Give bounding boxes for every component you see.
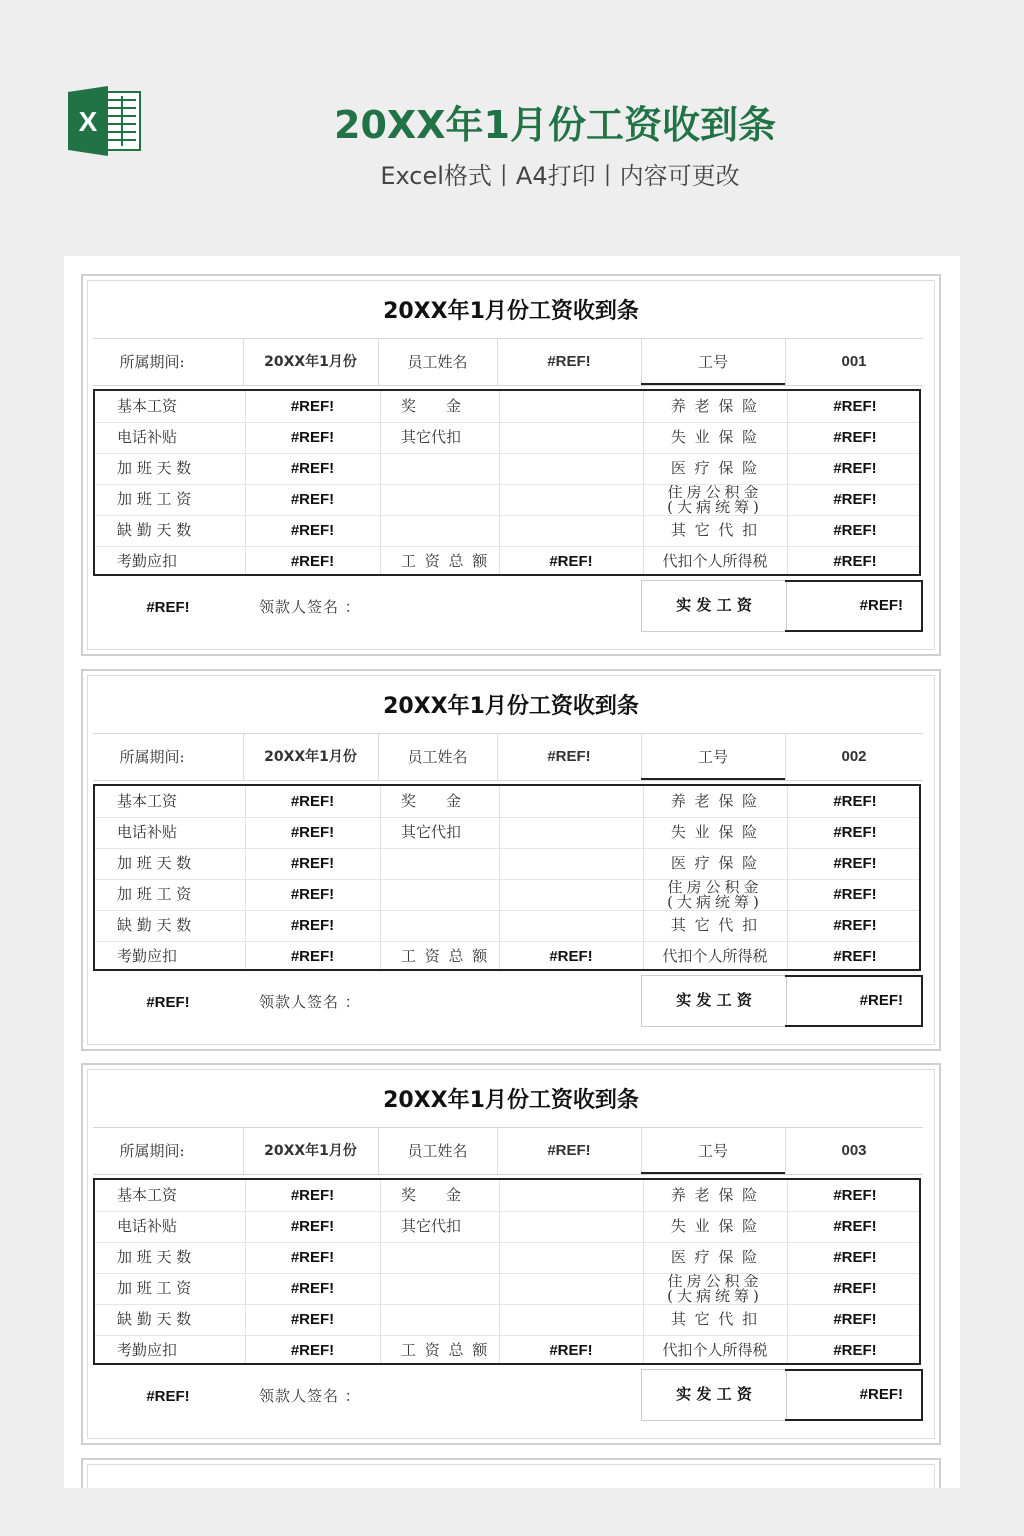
row-value: #REF!: [833, 1280, 877, 1297]
row-value: #REF!: [549, 553, 593, 570]
row-label: 加 班 天 数: [117, 459, 192, 477]
row-label: 工 资 总 额: [401, 552, 490, 570]
row-label: 加 班 天 数: [117, 1248, 192, 1266]
row-value: #REF!: [290, 824, 335, 841]
salary-slip: [81, 669, 941, 1051]
row-value: #REF!: [833, 522, 877, 539]
row-value: [499, 1242, 643, 1273]
period-value: 20XX年1月份: [264, 1143, 357, 1159]
salary-grid: [93, 389, 921, 576]
row-label: [401, 1242, 499, 1273]
row-value: #REF!: [833, 1249, 877, 1266]
name-value: #REF!: [547, 353, 591, 370]
net-pay-label: 实 发 工 资: [676, 1385, 752, 1403]
row-value: [499, 1273, 643, 1304]
footer-value: #REF!: [146, 1388, 190, 1405]
net-pay-label: 实 发 工 资: [676, 596, 752, 614]
row-label: 失 业 保 险: [670, 428, 760, 446]
row-value: [499, 422, 643, 453]
period-value: 20XX年1月份: [264, 749, 357, 765]
id-value: 001: [841, 353, 867, 370]
slip-header-row: [93, 1127, 923, 1175]
row-label: 基本工资: [117, 1186, 178, 1204]
row-label: 失 业 保 险: [670, 1217, 760, 1235]
row-value: [499, 786, 643, 817]
row-value: #REF!: [290, 522, 335, 539]
row-label: 其 它 代 扣: [670, 916, 760, 934]
row-label: 电话补贴: [117, 428, 178, 446]
row-label: 缺 勤 天 数: [117, 521, 192, 539]
row-label: 医 疗 保 险: [670, 1248, 760, 1266]
row-label: [401, 453, 499, 484]
row-value: [499, 1180, 643, 1211]
slip-border: [87, 1464, 935, 1488]
id-label: 工号: [697, 353, 728, 371]
slip-title: 20XX年1月份工资收到条: [383, 299, 639, 324]
row-label: [401, 848, 499, 879]
row-label: 考勤应扣: [117, 1341, 178, 1359]
row-label: 基本工资: [117, 792, 178, 810]
row-label: 其 它 代 扣: [670, 1310, 760, 1328]
signature-label: 领款人签名 ：: [259, 598, 361, 616]
row-label: 考勤应扣: [117, 552, 178, 570]
row-label: 工 资 总 额: [401, 947, 490, 965]
row-label: 住房公积金 (大病统筹): [667, 1274, 763, 1303]
row-label: 加 班 工 资: [117, 490, 192, 508]
slip-header-row: [93, 338, 923, 386]
period-label: 所属期间:: [119, 1142, 185, 1160]
row-value: #REF!: [290, 793, 335, 810]
row-value: #REF!: [833, 1311, 877, 1328]
net-pay-value: #REF!: [859, 992, 903, 1009]
id-underline: [641, 778, 785, 780]
row-value: #REF!: [290, 855, 335, 872]
footer-value: #REF!: [146, 994, 190, 1011]
row-value: #REF!: [290, 553, 335, 570]
row-label: 缺 勤 天 数: [117, 1310, 192, 1328]
row-label: 其 它 代 扣: [670, 521, 760, 539]
name-label: 员工姓名: [407, 1142, 468, 1160]
row-value: [499, 484, 643, 515]
row-label: [401, 515, 499, 546]
row-label: 考勤应扣: [117, 947, 178, 965]
net-pay-value: #REF!: [859, 597, 903, 614]
row-label: 住房公积金 (大病统筹): [667, 880, 763, 909]
row-value: #REF!: [833, 398, 877, 415]
row-value: #REF!: [833, 824, 877, 841]
row-label: 电话补贴: [117, 1217, 178, 1235]
id-value: 003: [841, 1142, 867, 1159]
document-sheet: [64, 256, 960, 1488]
row-label: 代扣个人所得税: [662, 1341, 768, 1359]
row-value: #REF!: [290, 398, 335, 415]
row-value: #REF!: [290, 429, 335, 446]
row-value: #REF!: [833, 855, 877, 872]
row-label: 其它代扣: [401, 1217, 462, 1235]
row-value: [499, 453, 643, 484]
row-label: 加 班 天 数: [117, 854, 192, 872]
row-label: 工 资 总 额: [401, 1341, 490, 1359]
salary-grid: [93, 1178, 921, 1365]
svg-text:X: X: [78, 106, 98, 137]
row-label: [401, 1304, 499, 1335]
row-value: #REF!: [833, 917, 877, 934]
row-label: [401, 879, 499, 910]
row-label: 住房公积金 (大病统筹): [667, 485, 763, 514]
name-label: 员工姓名: [407, 748, 468, 766]
row-label: 奖 金: [401, 1186, 462, 1204]
row-label: 加 班 工 资: [117, 1279, 192, 1297]
id-label: 工号: [697, 1142, 728, 1160]
row-value: #REF!: [549, 948, 593, 965]
row-label: 奖 金: [401, 792, 462, 810]
row-value: #REF!: [290, 1280, 335, 1297]
row-value: #REF!: [833, 1218, 877, 1235]
page-subtitle: Excel格式丨A4打印丨内容可更改: [380, 162, 740, 190]
name-label: 员工姓名: [407, 353, 468, 371]
row-value: [499, 910, 643, 941]
slip-title: 20XX年1月份工资收到条: [383, 694, 639, 719]
row-value: #REF!: [290, 1187, 335, 1204]
row-label: 电话补贴: [117, 823, 178, 841]
id-value: 002: [841, 748, 867, 765]
salary-slip: [81, 1063, 941, 1445]
row-label: [401, 484, 499, 515]
slip-title: 20XX年1月份工资收到条: [383, 1088, 639, 1113]
row-label: 代扣个人所得税: [662, 947, 768, 965]
row-label: [401, 910, 499, 941]
row-value: #REF!: [833, 460, 877, 477]
row-label: 加 班 工 资: [117, 885, 192, 903]
salary-grid: [93, 784, 921, 971]
row-value: #REF!: [833, 948, 877, 965]
name-value: #REF!: [547, 1142, 591, 1159]
slip-header-row: [93, 733, 923, 781]
row-value: #REF!: [290, 1342, 335, 1359]
row-value: [499, 817, 643, 848]
signature-label: 领款人签名 ：: [259, 1387, 361, 1405]
row-label: 养 老 保 险: [670, 792, 760, 810]
row-value: #REF!: [833, 1342, 877, 1359]
row-value: [499, 391, 643, 422]
row-value: #REF!: [290, 917, 335, 934]
salary-slip-partial: [81, 1458, 941, 1488]
id-label: 工号: [697, 748, 728, 766]
row-value: #REF!: [290, 1218, 335, 1235]
period-label: 所属期间:: [119, 748, 185, 766]
signature-label: 领款人签名 ：: [259, 993, 361, 1011]
row-label: [401, 1273, 499, 1304]
net-pay-value: #REF!: [859, 1386, 903, 1403]
row-value: #REF!: [290, 886, 335, 903]
id-underline: [641, 1172, 785, 1174]
row-value: #REF!: [833, 553, 877, 570]
row-label: 医 疗 保 险: [670, 459, 760, 477]
row-value: #REF!: [290, 460, 335, 477]
row-label: 代扣个人所得税: [662, 552, 768, 570]
row-value: [499, 1304, 643, 1335]
row-label: 其它代扣: [401, 823, 462, 841]
net-pay-label: 实 发 工 资: [676, 991, 752, 1009]
row-value: #REF!: [290, 491, 335, 508]
page-header: [0, 0, 1024, 250]
row-value: [499, 1211, 643, 1242]
row-label: 其它代扣: [401, 428, 462, 446]
row-label: 奖 金: [401, 397, 462, 415]
row-value: #REF!: [290, 1311, 335, 1328]
row-value: #REF!: [833, 491, 877, 508]
id-underline: [641, 383, 785, 385]
name-value: #REF!: [547, 748, 591, 765]
row-value: #REF!: [290, 948, 335, 965]
row-label: 失 业 保 险: [670, 823, 760, 841]
footer-value: #REF!: [146, 599, 190, 616]
period-label: 所属期间:: [119, 353, 185, 371]
row-value: #REF!: [833, 886, 877, 903]
row-label: 养 老 保 险: [670, 397, 760, 415]
row-value: [499, 848, 643, 879]
row-value: #REF!: [549, 1342, 593, 1359]
row-value: [499, 515, 643, 546]
row-value: #REF!: [833, 793, 877, 810]
row-label: 养 老 保 险: [670, 1186, 760, 1204]
row-value: [499, 879, 643, 910]
page-title: 20XX年1月份工资收到条: [334, 103, 776, 147]
salary-slip: [81, 274, 941, 656]
row-label: 缺 勤 天 数: [117, 916, 192, 934]
row-value: #REF!: [290, 1249, 335, 1266]
row-label: 基本工资: [117, 397, 178, 415]
row-value: #REF!: [833, 1187, 877, 1204]
row-label: 医 疗 保 险: [670, 854, 760, 872]
row-value: #REF!: [833, 429, 877, 446]
period-value: 20XX年1月份: [264, 354, 357, 370]
